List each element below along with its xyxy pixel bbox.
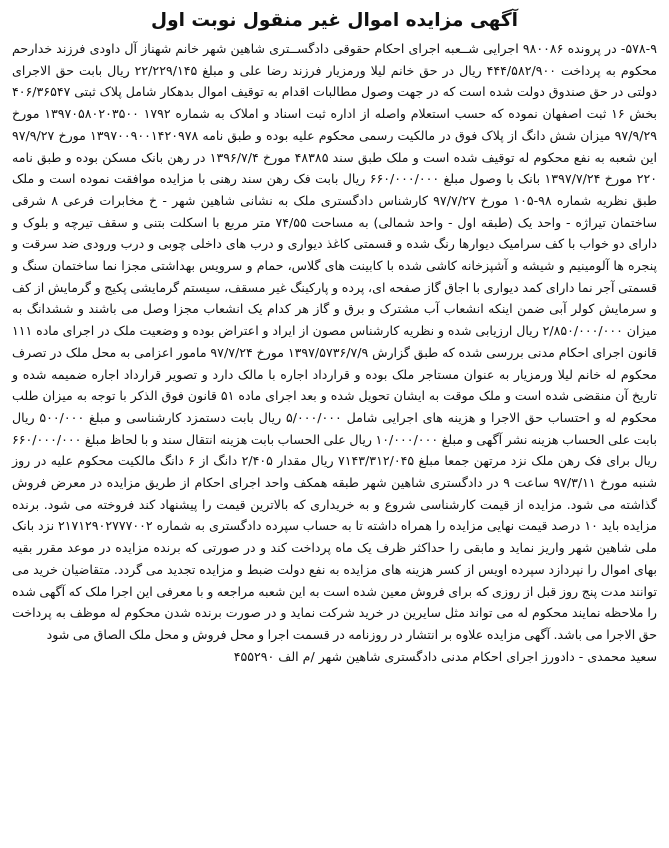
- notice-body: ۵۷۸-۹- در پرونده ۹۸۰۰۸۶ اجرایی شــعبه اجرای احکام حقوقی دادگســتری شاهین شهر خانم شهناز آل داودی فرزند خدارحم محکوم به پرداخت ۴۴۴/۵۸۲/۹۰۰ ریال در حق خانم لیلا ورمزیار فرزند رضا علی و مبلغ ۲۲/۲۲۹/۱۴۵ ریال بابت حق الاجرای دولتی در حق صندوق دولت شده است که در جهت وصول مطالبات اقدام به توقیف اموال بدهکار شامل پلاک ثبتی ۴۰۶/۳۶۵۴۷ بخش ۱۶ ثبت اصفهان نموده که حسب استعلام واصله از اداره ثبت اسناد و املاک به شماره ۱۷۹۲ ۱۳۹۷۰۵۸۰۲۰۳۵۰۰ مورخ ۹۷/۹/۲۹ میزان شش دانگ از پلاک فوق در مالکیت رسمی محکوم علیه بوده و طبق نامه ۱۳۹۷۰۰۹۰۰۱۴۲۰۹۷۸ مورخ ۹۷/۹/۲۷ این شعبه به نفع محکوم له توقیف شده است و ملک طبق سند ۴۸۳۸۵ مورخ ۱۳۹۶/۷/۴ در رهن بانک مسکن بوده و طبق نامه ۲۲۰ مورخ ۱۳۹۷/۷/۲۴ بانک با وصول مبلغ ۶۶۰/۰۰۰/۰۰۰ ریال بابت فک رهن سند رهنی با مزایده موافقت نموده است و ملک طبق نظریه شماره ۹۸-۱۰۵ مورخ ۹۷/۷/۲۷ کارشناس دادگستری ملک به نشانی شاهین شهر - خ مخابرات فرعی ۸ شرقی ساختمان تیراژه - واحد یک (طبقه اول - واحد شمالی) به مساحت ۷۴/۵۵ متر مربع با اسکلت بتنی و سقف تیرچه و بلوک و دارای دو خواب با کف سرامیک دیوارها رنگ شده و قسمتی کاغذ دیواری و درب های داخلی چوبی و درب ورودی ضد سرقت و پنجره ها آلومینیم و شیشه و آشپزخانه کاشی شده با کابینت های گلاس، حمام و سرویس بهداشتی مجزا نما ساختمان سنگ و قسمتی آجر نما دارای کمد دیواری با اجاق گاز صفحه ای، پرده و پارکینگ غیر مسقف، سیستم گرمایشی پکیج و گرمایش از کف و سرمایش کولر آبی ضمن اینکه انشعاب آب مشترک و برق و گاز هر کدام یک انشعاب مجزا وصل می باشند و ششدانگ به میزان ۲/۸۵۰/۰۰۰/۰۰۰ ریال ارزیابی شده و نظریه کارشناس مصون از ایراد و اعتراض بوده و وضعیت ملک در اجرای ماده ۱۱۱ قانون اجرای احکام مدنی بررسی شده که طبق گزارش ۱۳۹۷/۵۷۳۶/۷/۹ مورخ ۹۷/۷/۲۴ مامور اعزامی به محل ملک در تصرف محکوم له خانم لیلا ورمزیار به عنوان مستاجر ملک بوده و قرارداد اجاره با مالک دارد و تصویر قرارداد اجاره ضمیمه شده و تاریخ آن منقضی شده است و ملک موقت به ایشان تحویل شده و بعد اجرای ماده ۵۱ قانون فوق الذکر با توجه به میزان طلب محکوم له و احتساب حق الاجرا و هزینه های اجرایی شامل ۵/۰۰۰/۰۰۰ ریال بابت دستمزد کارشناسی و مبلغ ۵۰۰/۰۰۰ ریال بابت علی الحساب هزینه نشر آگهی و مبلغ ۱۰/۰۰۰/۰۰۰ ریال علی الحساب بابت هزینه انتقال سند و با لحاظ مبلغ ۶۶۰/۰۰۰/۰۰۰ ریال برای فک رهن ملک نزد مرتهن جمعا مبلغ ۷۱۴۳/۳۱۲/۰۴۵ ریال مقدار ۲/۴۰۵ دانگ از ۶ دانگ مالکیت محکوم علیه در روز شنبه مورخ ۹۷/۳/۱۱ ساعت ۹ در دادگستری شاهین شهر طبقه همکف واحد اجرای احکام از طریق مزایده در معرض فروش گذاشته می شود. مزایده از قیمت کارشناسی شروع و به خریداری که بالاترین قیمت را پیشنهاد کند فروخته می شود. برنده مزایده باید ۱۰ درصد قیمت نهایی مزایده را همراه داشته تا به حساب سپرده دادگستری به شماره ۲۱۷۱۲۹۰۲۷۷۷۰۰۲ نزد بانک ملی شاهین شهر واریز نماید و مابقی را حداکثر ظرف یک ماه پرداخت کند و در صورتی که برنده مزایده در موعد مقرر بقیه بهای اموال را نپردازد سپرده اویس از کسر هزینه های مزایده به نفع دولت ضبط و مزایده تجدید می گردد. متقاضیان خرید می توانند مدت پنج روز قبل از روزی که برای فروش معین شده است به این شعبه مراجعه و با معرفی این اجرا ملک که آگهی شده را ملاحظه نمایند محکوم له می تواند مثل سایرین در خرید شرکت نماید و در صورت برنده شدن محکوم له موظف به پرداخت حق الاجرا می باشد. آگهی مزایده علاوه بر انتشار در روزنامه در قسمت اجرا و محل فروش و محل ملک الصاق می شود: [12, 41, 658, 642]
- notice-signature: سعید محمدی - دادورز اجرای احکام مدنی دادگستری شاهین شهر /م الف ۴۵۵۲۹۰: [233, 648, 657, 664]
- notice-title: آگهی مزایده اموال غیر منقول نوبت اول: [151, 10, 518, 31]
